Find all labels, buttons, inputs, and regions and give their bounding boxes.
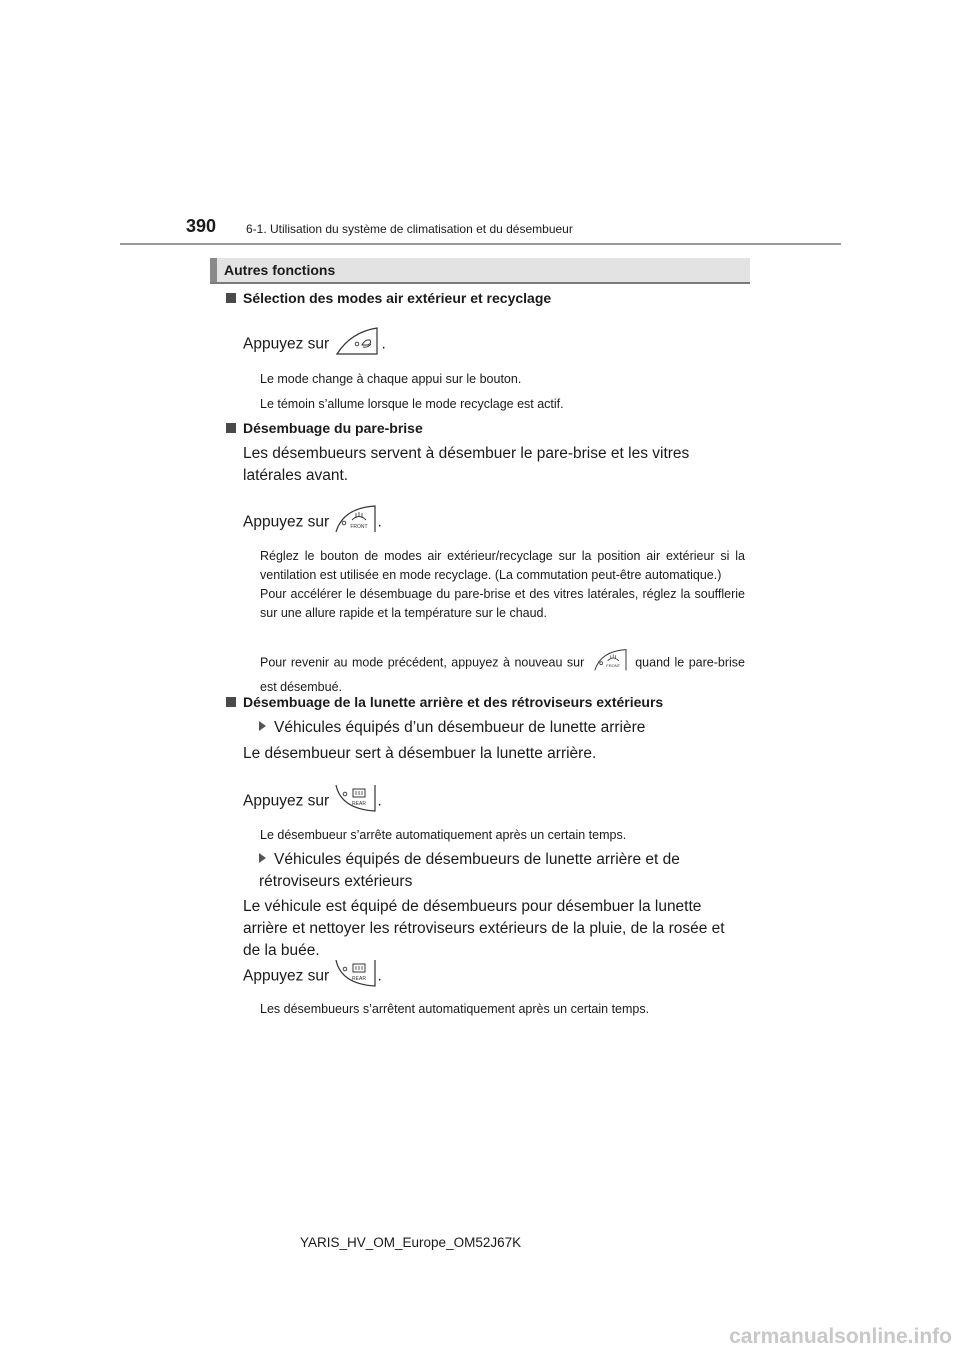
note-recirc-position <box>260 547 745 623</box>
heading-text: Désembuage de la lunette arrière et des rétroviseurs extérieurs <box>243 694 664 710</box>
front-defrost-button-icon <box>589 648 631 678</box>
press-text: Appuyez sur <box>243 967 330 985</box>
press-front-line <box>243 504 745 541</box>
recirculation-button-icon <box>333 326 381 363</box>
watermark: carmanualsonline.info <box>729 1325 952 1348</box>
section-title: 6-1. Utilisation du système de climatisation et du désembueur <box>246 222 573 236</box>
sub-text: Véhicules équipés de désembueurs de lunette arrière et de rétroviseurs extérieurs <box>259 851 680 890</box>
front-defrost-button-icon <box>333 504 377 541</box>
press-rear-line-2 <box>243 958 745 995</box>
footer-doc-id: YARIS_HV_OM_Europe_OM52J67K <box>300 1235 522 1250</box>
period: . <box>381 335 386 353</box>
page-number: 390 <box>186 216 217 236</box>
note-auto-off: Le désembueur s’arrête automatiquement après un certain temps. <box>260 828 627 842</box>
note-return-mode <box>260 648 745 697</box>
period: . <box>377 513 382 531</box>
triangle-bullet-icon <box>259 721 266 731</box>
note-auto-off-2: Les désembueurs s’arrêtent automatiquement après un certain temps. <box>260 1002 650 1016</box>
front-label: FRONT <box>350 524 369 530</box>
press-text: Appuyez sur <box>243 513 330 531</box>
mirrors-description: Le véhicule est équipé de désembueurs pour désembuer la lunette arrière et nettoyer les rétroviseurs extérieurs de la pluie, de la rosée et de la buée. <box>243 898 725 959</box>
rear-description: Le désembueur sert à désembuer la lunette arrière. <box>243 745 597 762</box>
sub-text: Véhicules équipés d’un désembueur de lunette arrière <box>274 719 646 736</box>
heading-text: Désembuage du pare-brise <box>243 420 423 436</box>
rear-defrost-button-icon <box>333 783 377 820</box>
heading-bar <box>210 258 217 282</box>
note-indicator: Le témoin s’allume lorsque le mode recyclage est actif. <box>260 397 564 411</box>
triangle-bullet-icon <box>259 853 266 863</box>
front-label: FRONT <box>606 663 620 669</box>
note-text: Réglez le bouton de modes air extérieur/recyclage sur la position air extérieur si la ventilation est utilisée en mode recyclage. (La commutation peut-être automatique.) <box>260 549 745 582</box>
note-text: quand le pare-brise est désembué. <box>260 655 745 694</box>
header-rule <box>120 243 841 245</box>
sub-rear-and-mirrors <box>243 849 745 893</box>
windshield-description: Les désembueurs servent à désembuer le pare-brise et les vitres latérales avant. <box>243 445 690 484</box>
period: . <box>377 967 382 985</box>
heading-recirculation <box>226 290 551 306</box>
press-text: Appuyez sur <box>243 335 330 353</box>
rear-label: REAR <box>352 801 367 807</box>
rear-label: REAR <box>352 976 367 982</box>
square-bullet-icon <box>226 697 236 707</box>
box-heading <box>210 258 750 284</box>
note-mode-change: Le mode change à chaque appui sur le bouton. <box>260 372 522 386</box>
period: . <box>377 792 382 810</box>
box-heading-text: Autres fonctions <box>224 262 336 278</box>
note-text: Pour accélérer le désembuage du pare-brise et des vitres latérales, réglez la soufflerie sur une allure rapide et la température sur le chaud. <box>260 587 745 620</box>
note-text: Pour revenir au mode précédent, appuyez à nouveau sur <box>260 655 585 670</box>
square-bullet-icon <box>226 293 236 303</box>
press-text: Appuyez sur <box>243 792 330 810</box>
heading-windshield <box>226 420 423 436</box>
heading-rear-defog <box>226 694 663 710</box>
sub-rear-only <box>243 717 745 739</box>
press-rear-line <box>243 783 745 820</box>
square-bullet-icon <box>226 423 236 433</box>
rear-defrost-button-icon <box>333 958 377 995</box>
heading-text: Sélection des modes air extérieur et recyclage <box>243 290 552 306</box>
press-recirc-line <box>243 326 745 363</box>
